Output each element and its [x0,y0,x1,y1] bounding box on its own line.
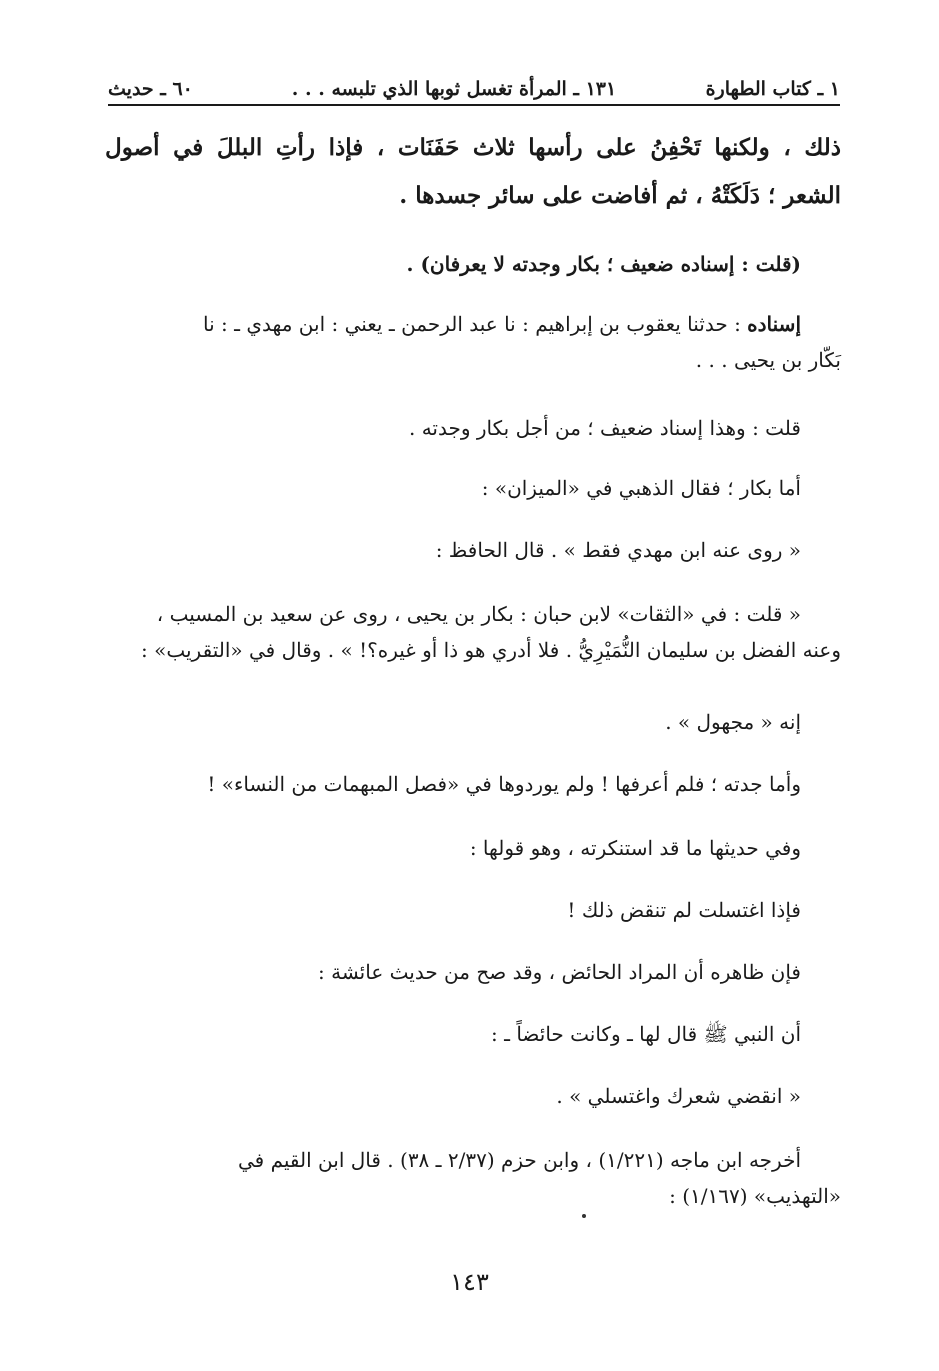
paragraph-14-line: « انقضي شعرك واغتسلي » . [556,1084,801,1108]
paragraph-9 [65,766,841,802]
paragraph-9-line: وأما جدته ؛ فلم أعرفها ! ولم يوردوها في «فصل المبهمات من النساء» ! [207,772,801,796]
paragraph-12 [65,954,841,990]
paragraph-10 [65,830,841,866]
hadith-text [105,124,841,220]
paragraph-4-line: قلت : وهذا إسناد ضعيف ؛ من أجل بكار وجدته . [408,416,801,440]
stray-mark [582,1214,586,1218]
paragraph-13 [65,1016,841,1052]
paragraph-7-line-1: « قلت : في «الثقات» لابن حبان : بكار بن يحيى ، روى عن سعيد بن المسيب ، [156,602,801,626]
paragraph-10-line: وفي حديثها ما قد استنكرته ، وهو قولها : [469,836,801,860]
paragraph-6 [65,532,841,568]
paragraph-11 [65,892,841,928]
paragraph-5-line: أما بكار ؛ فقال الذهبي في «الميزان» : [481,476,801,500]
paragraph-13-line: أن النبي ﷺ قال لها ـ وكانت حائضاً ـ : [491,1022,801,1046]
paragraph-15-line-2: «التهذيب» (١/١٦٧) : [669,1184,841,1208]
paragraph-5 [65,470,841,506]
header-divider [108,104,840,106]
paragraph-15 [105,1142,841,1214]
isnad-text: : حدثنا يعقوب بن إبراهيم : نا عبد الرحمن ـ يعني : ابن مهدي ـ : نا [203,312,748,336]
verdict-note [65,246,841,282]
header-hadith-number: ٦٠ ـ حديث [108,78,193,100]
paragraph-8 [65,704,841,740]
paragraph-14 [65,1078,841,1114]
paragraph-6-line: « روى عنه ابن مهدي فقط » . قال الحافظ : [435,538,801,562]
paragraph-7 [105,596,841,668]
running-header [108,66,840,100]
hadith-line-2: الشعر ؛ دَلَكَتْهُ ، ثم أفاضت على سائر جسدها . [399,182,841,209]
header-book-title: ١ ـ كتاب الطهارة [705,78,840,100]
isnad-line-1 [105,306,841,342]
isnad-paragraph [105,306,841,378]
isnad-label: إسناده [747,312,801,336]
hadith-line-1: ذلك ، ولكنها تَحْفِنُ على رأسها ثلاث حَفَنَات ، فإذا رأتِ البللَ في أصول [105,134,841,161]
paragraph-11-line: فإذا اغتسلت لم تنقض ذلك ! [567,898,801,922]
paragraph-7-line-2: وعنه الفضل بن سليمان النُّمَيْرِيُّ . فلا أدري هو ذا أو غيره؟! » . وقال في «التقريب» : [141,638,841,662]
header-chapter-title: ١٣١ ـ المرأة تغسل ثوبها الذي تلبسه . . . [291,78,617,100]
verdict-line: (قلت : إسناده ضعيف ؛ بكار وجدته لا يعرفان) . [406,252,801,276]
paragraph-4 [65,410,841,446]
paragraph-8-line: إنه « مجهول » . [665,710,801,734]
paragraph-12-line: فإن ظاهره أن المراد الحائض ، وقد صح من حديث عائشة : [318,960,801,984]
isnad-line-2: بَكّار بن يحيى . . . [695,348,841,372]
page-number: ١٤٣ [450,1268,489,1296]
paragraph-15-line-1: أخرجه ابن ماجه (١/٢٢١) ، وابن حزم (٢/٣٧ ـ ٣٨) . قال ابن القيم في [237,1148,801,1172]
